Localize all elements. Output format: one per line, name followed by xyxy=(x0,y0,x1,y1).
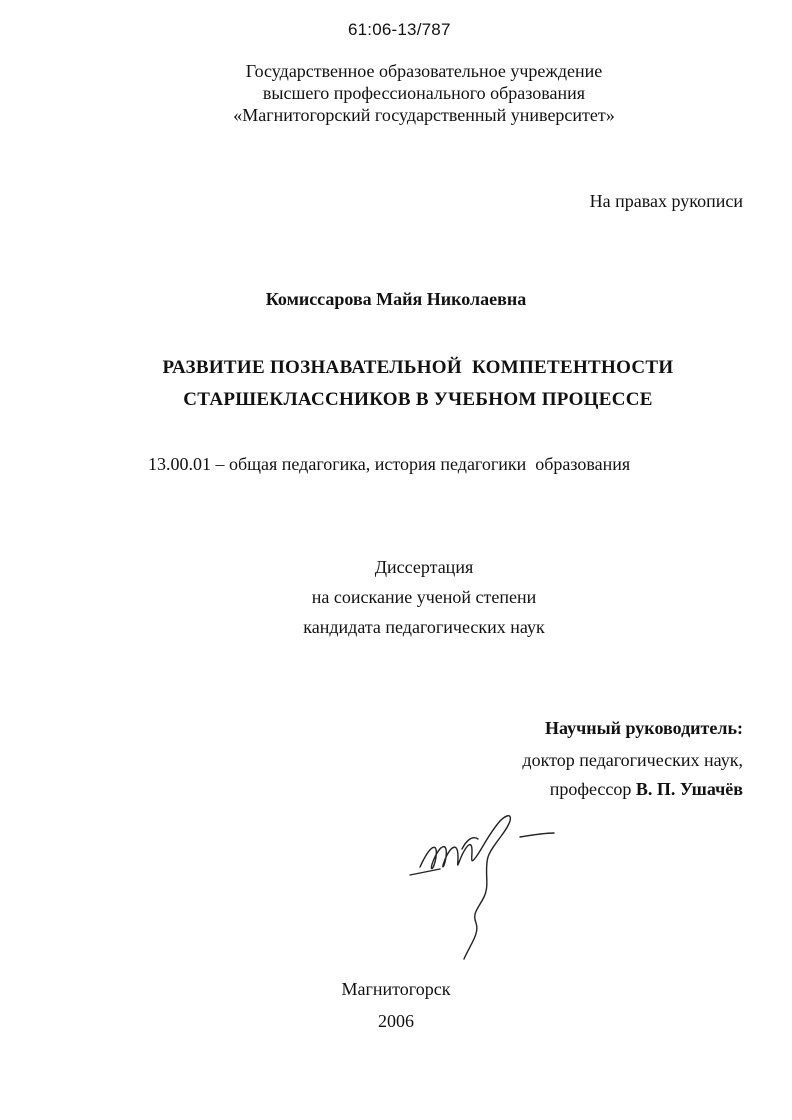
dissertation-title xyxy=(22,352,792,416)
advisor-name: В. П. Ушачёв xyxy=(635,779,743,799)
advisor-heading: Научный руководитель: xyxy=(545,718,743,738)
institution-block xyxy=(28,60,792,126)
institution-line-2: высшего профессионального образования xyxy=(262,83,586,103)
author-name: Комиссарова Майя Николаевна xyxy=(265,289,527,309)
advisor-name-row xyxy=(550,779,743,800)
title-line-2: СТАРШЕКЛАССНИКОВ В УЧЕБНОМ ПРОЦЕССЕ xyxy=(183,389,653,410)
title-line-1: РАЗВИТИЕ ПОЗНАВАТЕЛЬНОЙ КОМПЕТЕНТНОСТИ xyxy=(162,357,674,378)
dissertation-line-2: на соискание ученой степени xyxy=(311,587,537,607)
archive-stamp: 61:06-13/787 xyxy=(348,20,451,39)
dissertation-type-block xyxy=(28,552,792,642)
dissertation-line-1: Диссертация xyxy=(374,557,474,577)
institution-line-3: «Магнитогорский государственный университет» xyxy=(233,105,615,125)
dissertation-line-3: кандидата педагогических наук xyxy=(303,617,545,637)
specialty-code: 13.00.01 – общая педагогика, история педагогики образования xyxy=(148,454,631,474)
handwritten-signature-icon xyxy=(400,805,570,965)
city: Магнитогорск xyxy=(341,979,451,999)
institution-line-1: Государственное образовательное учреждение xyxy=(245,61,603,81)
advisor-rank: профессор xyxy=(549,779,632,799)
rights-note: На правах рукописи xyxy=(589,191,743,211)
advisor-degree: доктор педагогических наук, xyxy=(522,750,743,770)
year: 2006 xyxy=(378,1011,414,1031)
